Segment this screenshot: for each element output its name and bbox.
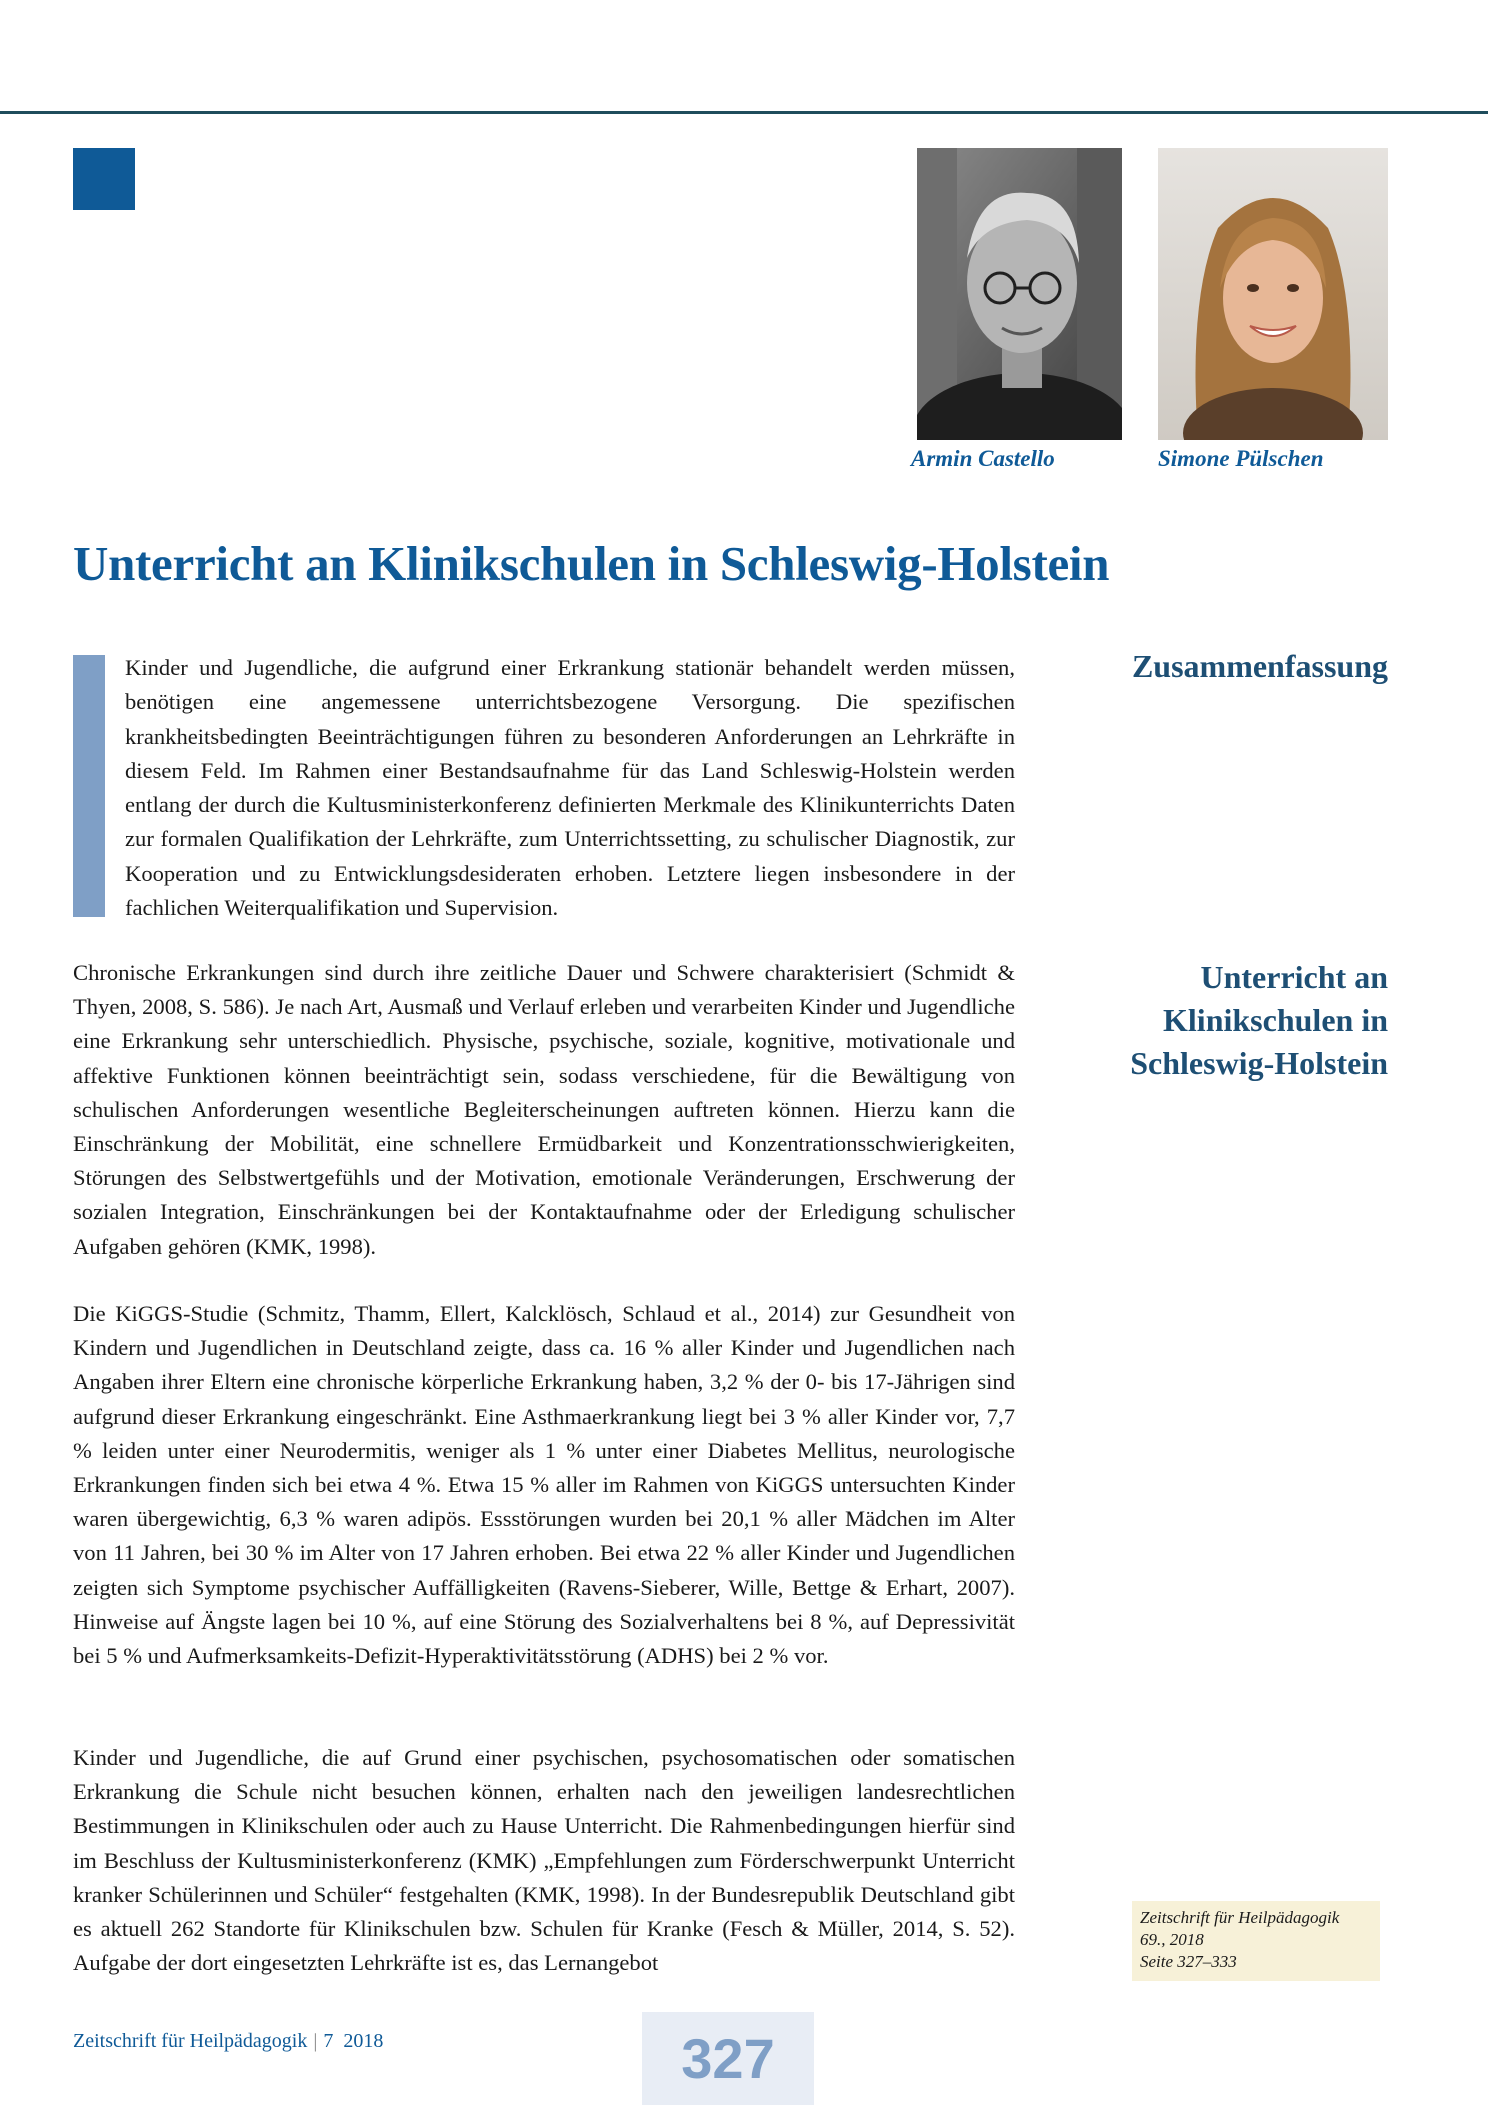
- body-paragraph: Die KiGGS-Studie (Schmitz, Thamm, Ellert, Kalcklösch, Schlaud et al., 2014) zur Gesundheit von Kindern und Jugendlichen in Deutschland zeigte, dass ca. 16 % aller Kinder und Jugendlichen nach Angaben ihrer Eltern eine chronische körperliche Erkrankung haben, 3,2 % der 0- bis 17-Jährigen sind aufgrund dieser Erkrankung eingeschränkt. Eine Asthmaerkrankung liegt bei 3 % aller Kinder vor, 7,7 % leiden unter einer Neurodermitis, weniger als 1 % unter einer Diabetes Mellitus, neurologische Erkrankungen finden sich bei etwa 4 %. Etwa 15 % aller im Rahmen von KiGGS untersuchten Kinder waren übergewichtig, 6,3 % waren adipös. Essstörungen wurden bei 20,1 % aller Mädchen im Alter von 11 Jahren, bei 30 % im Alter von 17 Jahren erhoben. Bei etwa 22 % aller Kinder und Jugendlichen zeigten sich Symptome psychischer Auffälligkeiten (Ravens-Sieberer, Wille, Bettge & Erhart, 2007). Hinweise auf Ängste lagen bei 10 %, auf eine Störung des Sozialverhaltens bei 8 %, auf Depressivität bei 5 % und Aufmerksamkeits-Defizit-Hyperaktivitätsstörung (ADHS) bei 2 % vor.: [73, 1301, 1015, 1669]
- page-number-box: [642, 2012, 814, 2105]
- body-paragraph: Chronische Erkrankungen sind durch ihre zeitliche Dauer und Schwere charakterisiert (Schmidt & Thyen, 2008, S. 586). Je nach Art, Ausmaß und Verlauf erleben und verarbeiten Kinder und Jugendliche eine Erkrankung sehr unterschiedlich. Physische, psychische, soziale, kognitive, motivationale und affektive Funktionen können beeinträchtigt sein, sodass verschiedene, für die Bewältigung von schulischen Anforderungen wesentliche Begleiterscheinungen auftreten können. Hierzu kann die Einschränkung der Mobilität, eine schnellere Ermüdbarkeit und Konzentrationsschwierigkeiten, Störungen des Selbstwertgefühls und der Motivation, emotionale Veränderungen, Erschwerung der sozialen Integration, Einschränkungen bei der Kontaktaufnahme oder der Erledigung schulischer Aufgaben gehören (KMK, 1998).: [73, 960, 1015, 1259]
- footer-separator: |: [313, 2030, 318, 2052]
- journal-citation-line: 69., 2018: [1140, 1930, 1204, 1949]
- footer-year: 2018: [343, 2030, 384, 2052]
- abstract-text: Kinder und Jugendliche, die aufgrund einer Erkrankung stationär behandelt werden müssen, benötigen eine angemessene unterrichtsbezogene Versorgung. Die spezifischen krankheitsbedingten Beeinträchtigungen führen zu besonderen Anforderungen an Lehrkräfte in diesem Feld. Im Rahmen einer Bestandsaufnahme für das Land Schleswig-Holstein werden entlang der durch die Kultusministerkonferenz definierten Merkmale des Klinikunterrichts Daten zur formalen Qualifikation der Lehrkräfte, zum Unterrichtssetting, zu schulischer Diagnostik, zur Kooperation und zu Entwicklungsdesideraten erhoben. Letztere liegen insbesondere in der fachlichen Weiterqualifikation und Supervision.: [125, 655, 1015, 921]
- author-caption: Simone Pülschen: [1158, 446, 1324, 471]
- footer-issue: 7: [323, 2030, 334, 2052]
- journal-citation-line: Seite 327–333: [1140, 1952, 1237, 1971]
- footer-journal-name: Zeitschrift für Heilpädagogik: [73, 2030, 308, 2052]
- article-title: Unterricht an Klinikschulen in Schleswig-Holstein: [73, 536, 1110, 591]
- body-paragraph: Kinder und Jugendliche, die auf Grund einer psychischen, psychosomatischen oder somatischen Erkrankung die Schule nicht besuchen können, erhalten nach den jeweiligen landesrechtlichen Bestimmungen in Klinikschulen oder auch zu Hause Unterricht. Die Rahmenbedingungen hierfür sind im Beschluss der Kultusministerkonferenz (KMK) „Empfehlungen zum Förderschwerpunkt Unterricht kranker Schülerinnen und Schüler“ festgehalten (KMK, 1998). In der Bundesrepublik Deutschland gibt es aktuell 262 Standorte für Klinikschulen bzw. Schulen für Kranke (Fesch & Müller, 2014, S. 52). Aufgabe der dort eingesetzten Lehrkräfte ist es, das Lernangebot: [73, 1745, 1015, 1976]
- side-heading-line: Klinikschulen in: [1163, 1002, 1388, 1038]
- top-rule: [0, 111, 1488, 114]
- journal-citation-line: Zeitschrift für Heilpädagogik: [1140, 1908, 1340, 1927]
- side-heading: [1080, 956, 1388, 1085]
- journal-citation-box: [1132, 1901, 1380, 1981]
- side-heading-line: Unterricht an: [1200, 959, 1388, 995]
- author-photo-puelschen: [1158, 148, 1388, 440]
- author-photo-castello: [917, 148, 1122, 440]
- abstract-bar: [73, 655, 105, 917]
- corner-square: [73, 148, 135, 210]
- author-caption: Armin Castello: [911, 446, 1055, 471]
- footer-journal: [73, 2030, 383, 2053]
- side-heading-line: Schleswig-Holstein: [1130, 1045, 1388, 1081]
- page-number: 327: [681, 2027, 775, 2090]
- abstract-label: Zusammenfassung: [1131, 648, 1388, 684]
